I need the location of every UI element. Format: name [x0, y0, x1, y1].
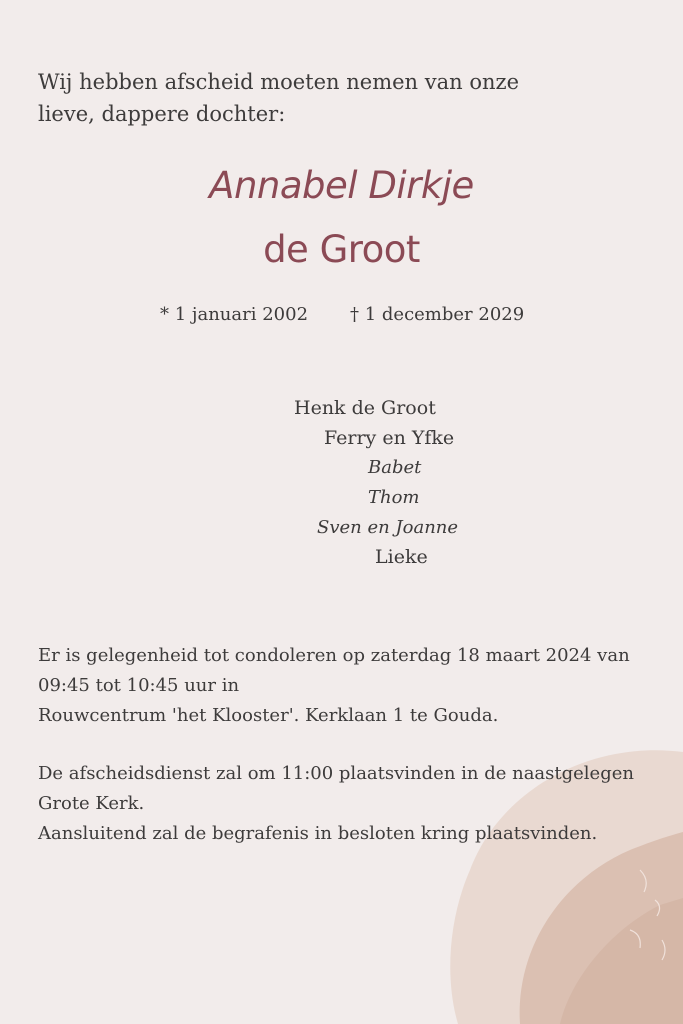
condolence-line-2: 09:45 tot 10:45 uur in [38, 675, 240, 696]
family-member: Lieke [375, 546, 428, 568]
condolence-line-3: Rouwcentrum 'het Klooster'. Kerklaan 1 te Gouda. [38, 705, 499, 726]
service-line-1: De afscheidsdienst zal om 11:00 plaatsvinden in de naastgelegen [38, 763, 634, 784]
service-line-3: Aansluitend zal de begrafenis in besloten kring plaatsvinden. [38, 823, 598, 844]
service-paragraph [38, 759, 634, 849]
death-date: † 1 december 2029 [350, 304, 525, 325]
family-member: Ferry en Yfke [324, 427, 455, 449]
service-line-2: Grote Kerk. [38, 793, 145, 814]
family-member: Sven en Joanne [317, 517, 459, 538]
intro-text [38, 66, 519, 130]
intro-line-2: lieve, dappere dochter: [38, 102, 286, 126]
condolence-line-1: Er is gelegenheid tot condoleren op zaterdag 18 maart 2024 van [38, 645, 630, 666]
deceased-name-last: de Groot [263, 228, 420, 271]
intro-line-1: Wij hebben afscheid moeten nemen van onze [38, 70, 519, 94]
condolence-paragraph [38, 641, 630, 731]
birth-date: * 1 januari 2002 [160, 304, 309, 325]
family-member: Babet [368, 457, 422, 478]
family-member: Henk de Groot [294, 397, 436, 419]
family-member: Thom [368, 487, 420, 508]
deceased-name-first: Annabel Dirkje [209, 164, 474, 207]
